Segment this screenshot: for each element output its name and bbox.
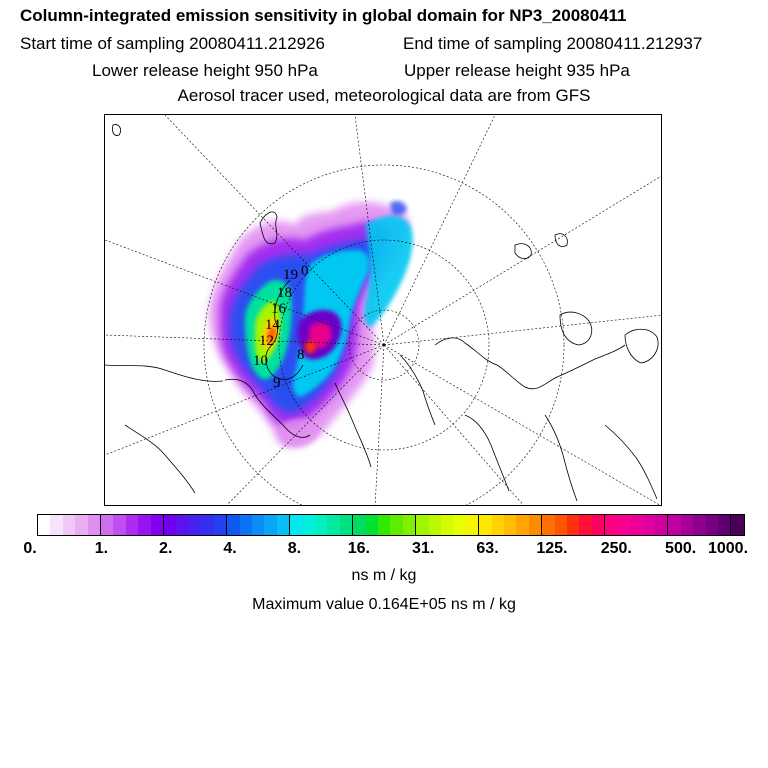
color-scale-tick-label: 63. — [476, 540, 499, 557]
color-scale-cell — [38, 515, 50, 535]
color-scale-cell — [693, 515, 705, 535]
trajectory-label: 10 — [253, 353, 268, 369]
color-scale-tick-label: 1000. — [707, 540, 749, 557]
color-scale-cell — [126, 515, 138, 535]
color-scale-cell — [240, 515, 252, 535]
plot-title: Column-integrated emission sensitivity in global domain for NP3_20080411 — [20, 6, 627, 25]
color-scale-cell — [227, 515, 239, 535]
color-scale-tick-label: 4. — [223, 540, 237, 557]
color-scale-cell — [88, 515, 101, 535]
color-scale-cell — [378, 515, 390, 535]
lower-release-label: Lower release height 950 hPa — [92, 61, 318, 80]
color-scale-bar — [37, 514, 745, 536]
color-scale-cell — [579, 515, 591, 535]
trajectory-label: 9 — [273, 375, 281, 391]
color-scale-cell — [479, 515, 491, 535]
color-scale-cell — [75, 515, 87, 535]
color-scale-cell — [189, 515, 201, 535]
color-scale-cell — [618, 515, 630, 535]
color-scale-cell — [466, 515, 479, 535]
color-scale-cell — [718, 515, 731, 535]
color-scale-cell — [353, 515, 365, 535]
color-scale-cell — [668, 515, 680, 535]
color-scale-tick-label: 250. — [600, 540, 632, 557]
color-scale-cell — [403, 515, 416, 535]
color-scale-cell — [453, 515, 465, 535]
trajectory-label: 19 — [283, 267, 298, 283]
sensitivity-plume — [209, 201, 413, 448]
trajectory-label: 16 — [271, 301, 286, 317]
color-scale-tick-label: 500. — [665, 540, 697, 557]
color-scale-cell — [416, 515, 428, 535]
color-scale-cell — [630, 515, 642, 535]
color-scale-cell — [113, 515, 125, 535]
color-scale-tick-label: 1. — [94, 540, 109, 557]
color-scale-tick-label: 2. — [159, 540, 173, 557]
color-scale-tick-label: 0. — [23, 540, 37, 557]
color-scale-tick-label: 31. — [412, 540, 435, 557]
color-scale-cell — [176, 515, 188, 535]
end-time-label: End time of sampling 20080411.212937 — [403, 34, 703, 53]
color-scale-tick-label: 125. — [536, 540, 568, 557]
start-time-label: Start time of sampling 20080411.212926 — [20, 34, 325, 53]
color-scale-cell — [441, 515, 453, 535]
color-scale-cell — [605, 515, 617, 535]
color-scale-cell — [138, 515, 150, 535]
trajectory-label: 12 — [259, 333, 274, 349]
color-scale-cell — [327, 515, 339, 535]
trajectory-label: 18 — [277, 285, 292, 301]
color-scale-cell — [504, 515, 516, 535]
color-scale-cell — [681, 515, 693, 535]
color-scale-cell — [50, 515, 62, 535]
color-scale-cell — [731, 515, 743, 535]
color-scale-cell — [290, 515, 302, 535]
polar-map — [105, 115, 662, 506]
color-scale-cell — [366, 515, 378, 535]
maximum-value-label: Maximum value 0.164E+05 ns m / kg — [252, 596, 516, 613]
color-scale-cell — [264, 515, 276, 535]
color-scale-cell — [151, 515, 164, 535]
color-scale-cell — [429, 515, 441, 535]
color-scale-cell — [201, 515, 213, 535]
color-scale-cell — [277, 515, 290, 535]
upper-release-label: Upper release height 935 hPa — [404, 61, 630, 80]
trajectory-label: 0 — [301, 263, 309, 279]
color-scale-cell — [63, 515, 75, 535]
trajectory-label: 14 — [265, 317, 280, 333]
color-scale-cell — [706, 515, 718, 535]
map-panel — [104, 114, 662, 506]
tracer-note: Aerosol tracer used, meteorological data are from GFS — [177, 86, 591, 105]
color-scale-cell — [567, 515, 579, 535]
color-scale-cell — [555, 515, 567, 535]
color-scale-cell — [529, 515, 542, 535]
units-label: ns m / kg — [351, 567, 417, 584]
color-scale-cell — [164, 515, 176, 535]
color-scale-cell — [516, 515, 528, 535]
color-scale-cell — [492, 515, 504, 535]
color-scale-cell — [340, 515, 353, 535]
color-scale-cell — [252, 515, 264, 535]
color-scale-cell — [303, 515, 315, 535]
color-scale-cell — [655, 515, 668, 535]
color-scale-cell — [315, 515, 327, 535]
color-scale-cell — [390, 515, 402, 535]
trajectory-label: 8 — [297, 347, 305, 363]
color-scale-cell — [542, 515, 554, 535]
color-scale-tick-label: 8. — [287, 540, 302, 557]
color-scale-cell — [592, 515, 605, 535]
color-scale-tick-label: 16. — [347, 540, 370, 557]
color-scale-cell — [214, 515, 227, 535]
color-scale-cell — [643, 515, 655, 535]
color-scale-cell — [101, 515, 113, 535]
